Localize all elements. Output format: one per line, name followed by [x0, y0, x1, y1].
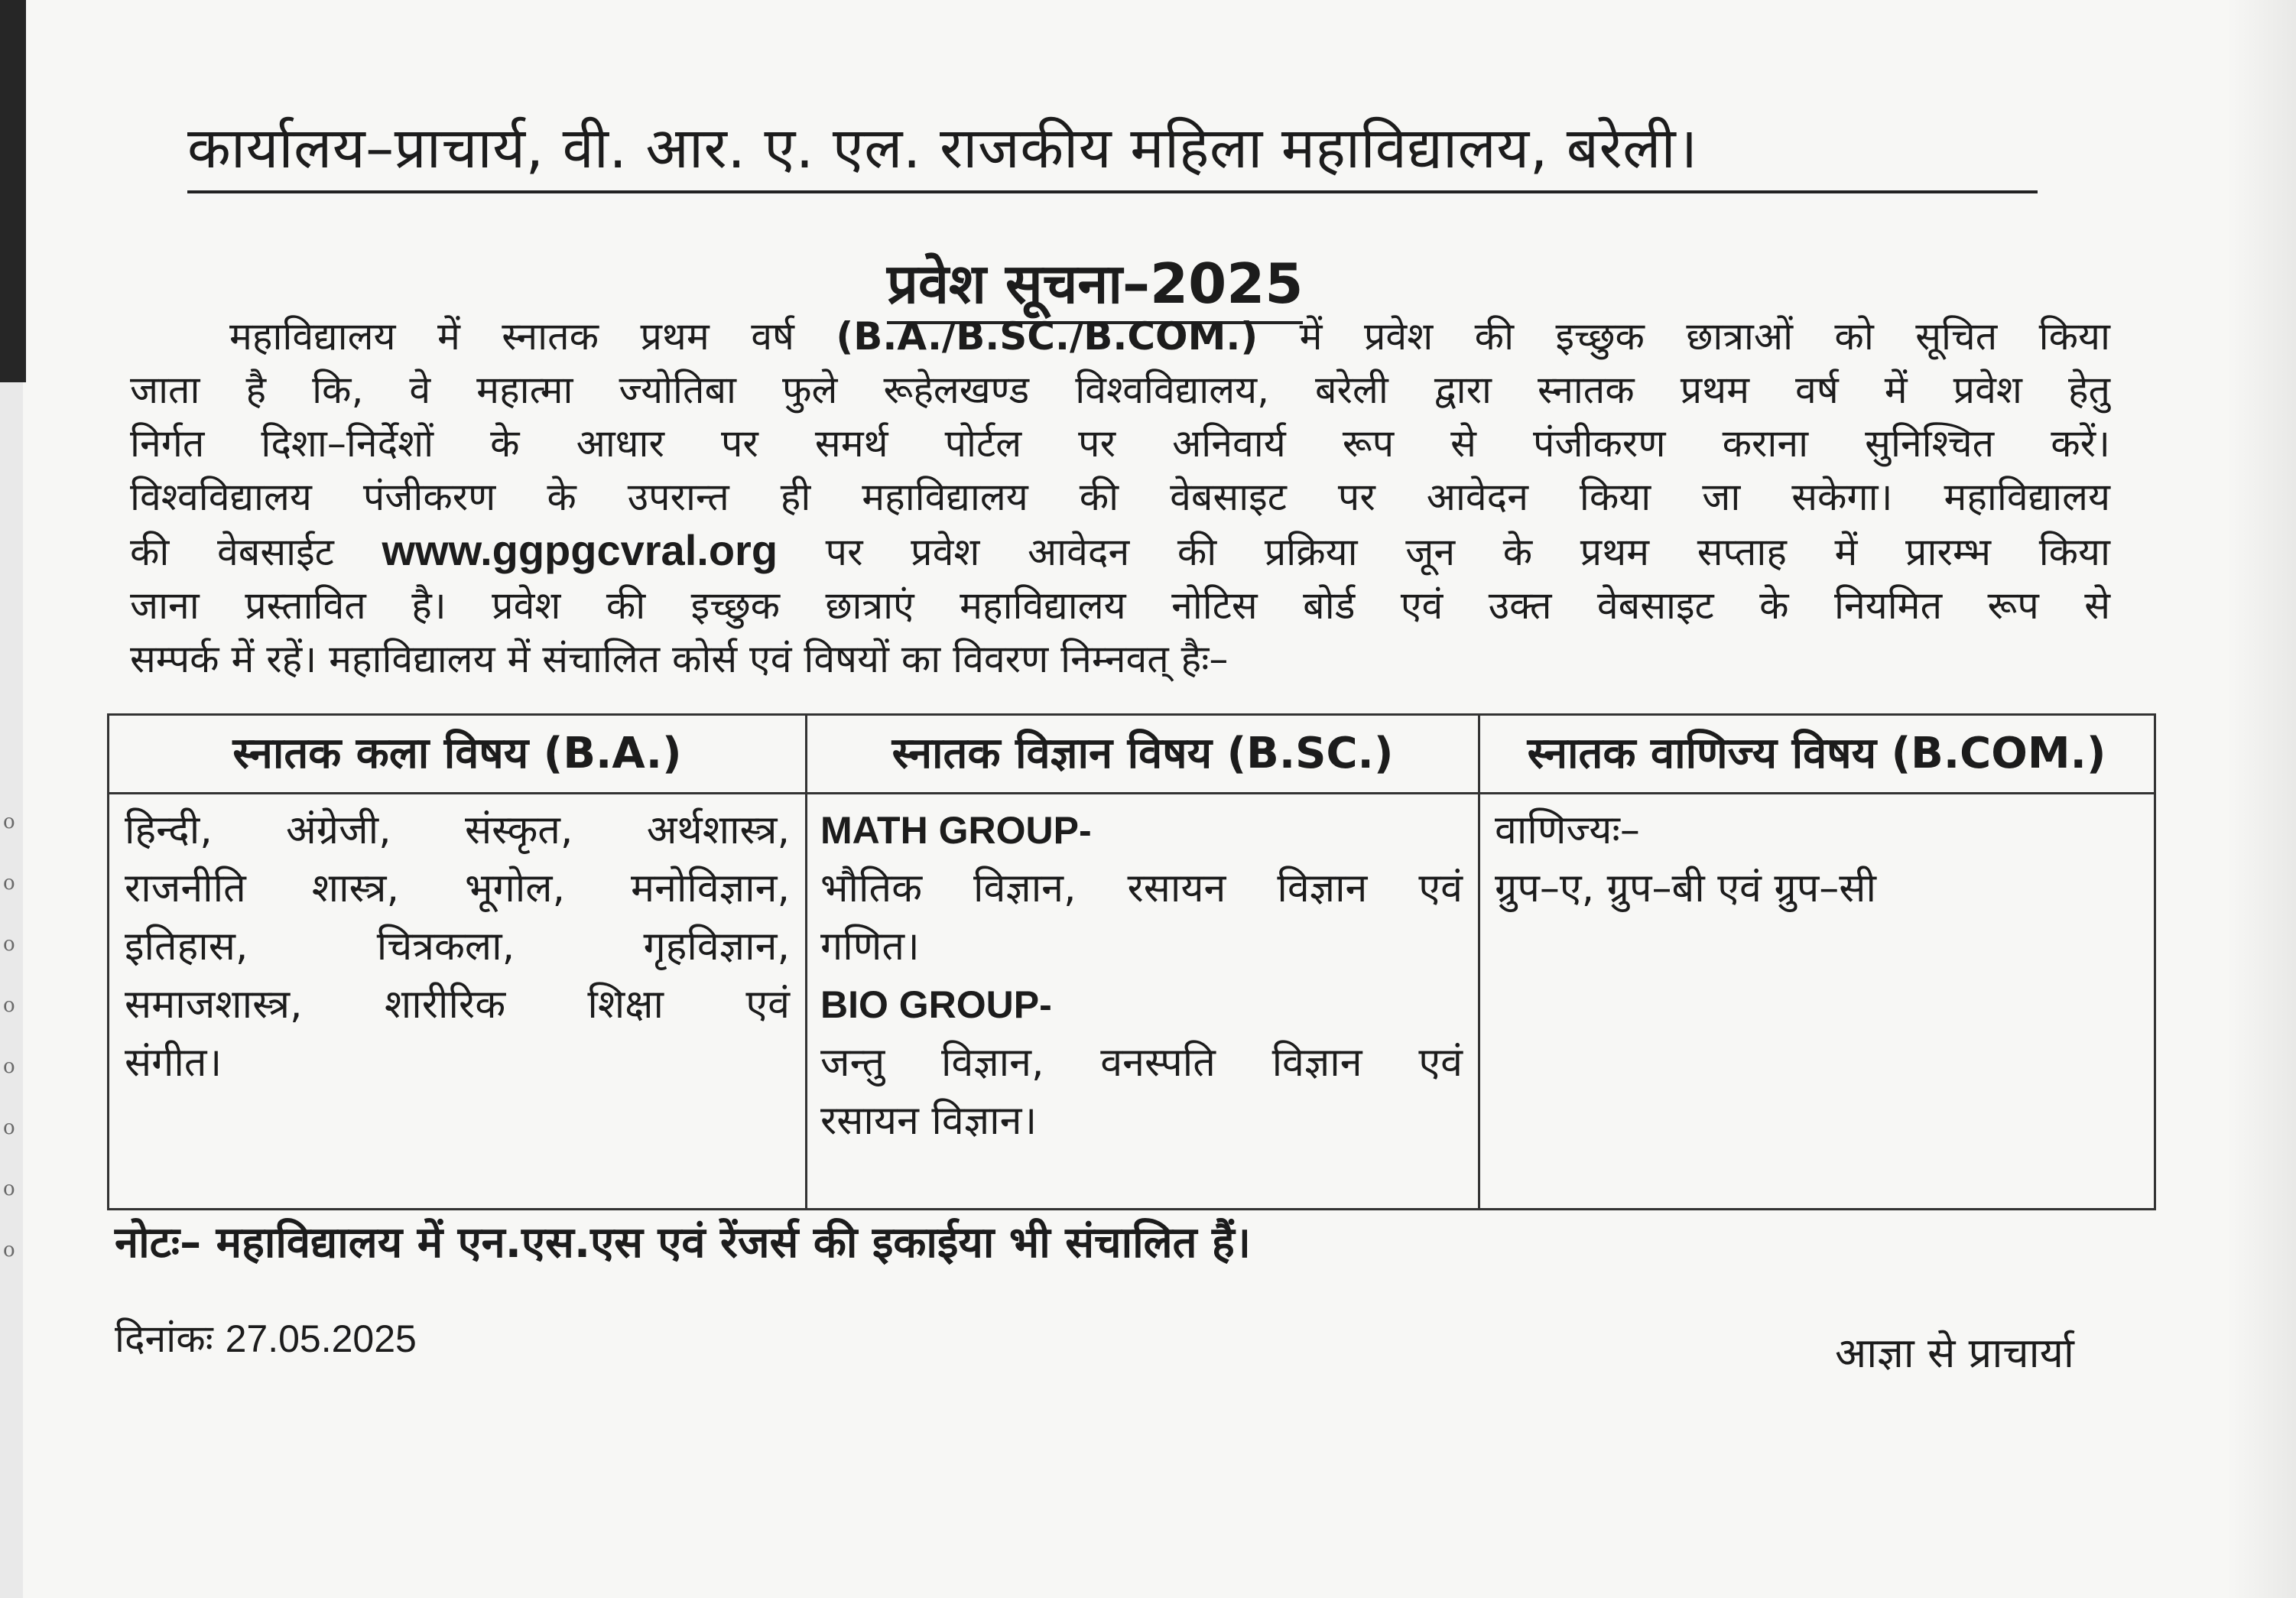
- bcom-subjects: [1495, 801, 2137, 918]
- header-bsc: स्नातक विज्ञान विषय (B.SC.): [891, 729, 1394, 778]
- scan-dark-edge: [0, 0, 26, 382]
- date-value: 27.05.2025: [225, 1317, 417, 1360]
- ba-line: इतिहास, चित्रकला, गृहविज्ञान,: [125, 924, 790, 970]
- date-label: दिनांकः: [115, 1317, 213, 1361]
- header-ba: स्नातक कला विषय (B.A.): [232, 729, 682, 778]
- body-line: विश्वविद्यालय पंजीकरण के उपरान्त ही महाविद्यालय की वेबसाइट पर आवेदन किया जा सकेगा। महाविद्यालय: [130, 475, 2110, 519]
- office-title: कार्यालय–प्राचार्य, वी. आर. ए. एल. राजकीय महिला महाविद्यालय, बरेली।: [187, 107, 2038, 193]
- ba-line: संगीत।: [125, 1040, 222, 1086]
- date-line: [115, 1311, 417, 1363]
- notice-heading: प्रवेश सूचना–2025: [887, 245, 1303, 324]
- body-line: जाता है कि, वे महात्मा ज्योतिबा फुले रूहेलखण्ड विश्वविद्यालय, बरेली द्वारा स्नातक प्रथम वर्ष में प्रवेश हेतु: [130, 368, 2110, 412]
- bsc-line: जन्तु विज्ञान, वनस्पति विज्ञान एवं: [820, 1040, 1463, 1086]
- edge-mark: o: [3, 1055, 15, 1078]
- edge-mark: o: [3, 1116, 15, 1139]
- body-line: सम्पर्क में रहें। महाविद्यालय में संचालित कोर्स एवं विषयों का विवरण निम्नवत् हैः–: [130, 637, 1229, 681]
- notice-body: [130, 310, 2110, 686]
- header-bcom: स्नातक वाणिज्य विषय (B.COM.): [1527, 729, 2106, 778]
- bsc-subjects: [820, 801, 1463, 1150]
- math-group-label: MATH GROUP-: [820, 809, 1092, 852]
- edge-mark: o: [3, 1239, 15, 1262]
- edge-mark: o: [3, 1177, 15, 1200]
- note-text: नोटः– महाविद्यालय में एन.एस.एस एवं रेंजर्स की इकाईया भी संचालित हैं।: [115, 1218, 1251, 1268]
- bsc-line: गणित।: [820, 924, 920, 970]
- body-line: जाना प्रस्तावित है। प्रवेश की इच्छुक छात्राएं महाविद्यालय नोटिस बोर्ड एवं उक्त वेबसाइट के नियमित रूप से: [130, 583, 2110, 628]
- body-line: की वेबसाईट www.ggpgcvral.org पर प्रवेश आवेदन की प्रक्रिया जून के प्रथम सप्ताह में प्रारम्भ किया: [130, 526, 2110, 574]
- bsc-line: भौतिक विज्ञान, रसायन विज्ञान एवं: [820, 866, 1463, 911]
- ba-subjects: [125, 801, 790, 1092]
- bcom-line: वाणिज्यः–: [1495, 807, 1640, 853]
- body-line: निर्गत दिशा–निर्देशों के आधार पर समर्थ पोर्टल पर अनिवार्य रूप से पंजीकरण कराना सुनिश्चित करें।: [130, 421, 2110, 466]
- course-table: [107, 713, 2156, 1210]
- bcom-line: ग्रुप–ए, ग्रुप–बी एवं ग्रुप–सी: [1495, 866, 1876, 911]
- ba-line: समाजशास्त्र, शारीरिक शिक्षा एवं: [125, 982, 790, 1028]
- body-line: महाविद्यालय में स्नातक प्रथम वर्ष (B.A./B.SC./B.COM.) में प्रवेश की इच्छुक छात्राओं को सूचित किया: [229, 314, 2110, 359]
- signature-line: आज्ञा से प्राचार्या: [1835, 1329, 2074, 1377]
- bsc-line: रसायन विज्ञान।: [820, 1098, 1038, 1144]
- ba-line: राजनीति शास्त्र, भूगोल, मनोविज्ञान,: [125, 866, 790, 911]
- ba-line: हिन्दी, अंग्रेजी, संस्कृत, अर्थशास्त्र,: [125, 807, 790, 853]
- edge-mark: o: [3, 933, 15, 956]
- bio-group-label: BIO GROUP-: [820, 983, 1052, 1026]
- scan-underlying-page: [0, 382, 23, 1598]
- page-shadow: [2227, 0, 2296, 1598]
- website-link[interactable]: www.ggpgcvral.org: [382, 526, 778, 574]
- edge-mark: o: [3, 872, 15, 895]
- edge-mark: o: [3, 994, 15, 1017]
- edge-mark: o: [3, 810, 15, 833]
